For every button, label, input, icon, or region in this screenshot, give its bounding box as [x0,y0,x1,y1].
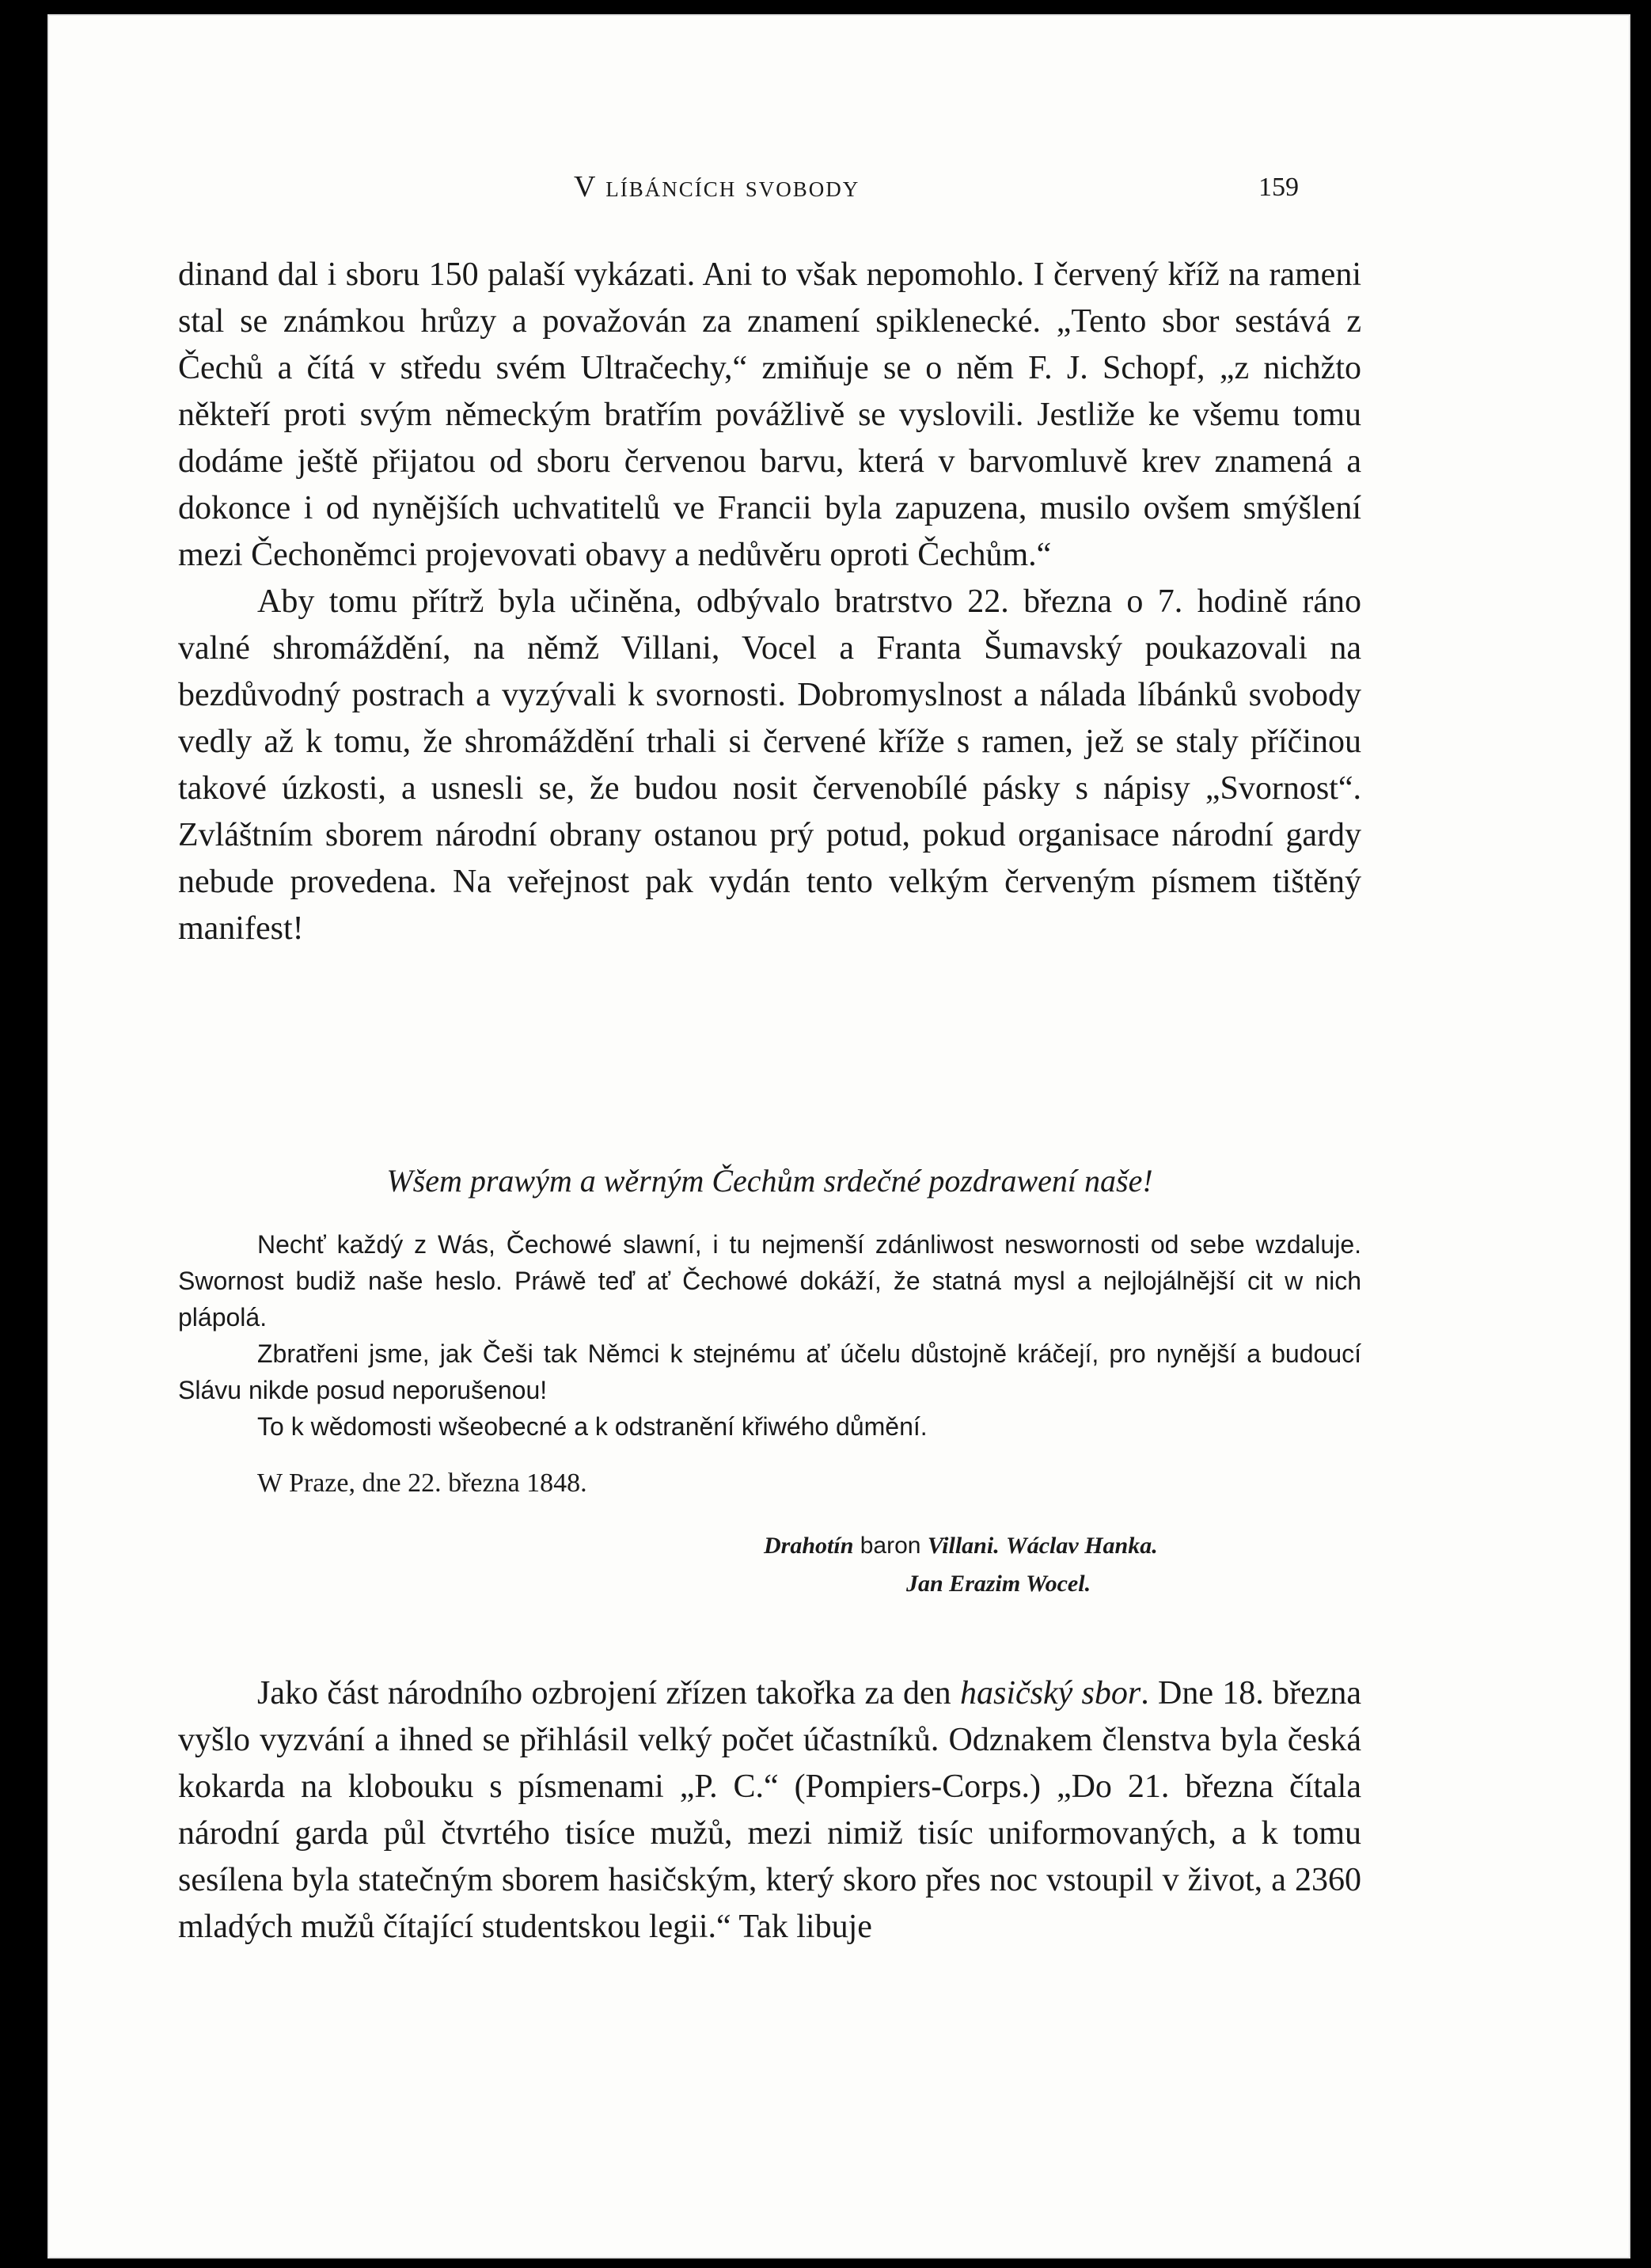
paragraph: Aby tomu přítrž byla učiněna, odbývalo bratrstvo 22. března o 7. hodině ráno valné shromáždění, na němž Villani, Vocel a Franta Šumavský poukazovali na bezdůvodný postrach a vyzývali k svornosti. Dobromyslnost a nálada líbánků svobody vedly až k tomu, že shromáždění trhali si červené kříže s ramen, jež se staly příčinou takové úzkosti, a usnesli se, že budou nosit červenobílé pásky s nápisy „Svornost“. Zvláštním sborem národní obrany ostanou prý potud, pokud organisace národní gardy nebude provedena. Na veřejnost pak vydán tento velkým červeným písmem tištěný manifest! [178,583,1361,947]
text-run: . Dne 18. března vyšlo vyzvání a ihned se přihlásil velký počet účastníků. Odznakem členstva byla česká kokarda na klobouku s písmenami „P. C.“ (Pompiers-Corps.) „Do 21. března čítala národní garda půl čtvrtého tisíce mužů, mezi nimiž tisíc uniformovaných, a k tomu sesílena byla statečným sborem hasičským, který skoro přes noc vstoupil v život, a 2360 mladých mužů čítající studentskou legii.“ Tak libuje [178,1675,1361,1945]
signatory-title: baron [860,1533,921,1559]
paragraph [178,1670,1361,1951]
signatory-name: Villani. [927,1533,1000,1559]
paragraph: dinand dal i sboru 150 palaší vykázati. Ani to však nepomohlo. I červený kříž na rameni stal se známkou hrůzy a považován za znamení spiklenecké. „Tento sbor sestává z Čechů a čítá v středu svém Ultračechy,“ zmiňuje se o něm F. J. Schopf, „z nichžto někteří proti svým německým bratřím povážlivě se vyslovili. Jestliže ke všemu tomu dodáme ještě přijatou od sboru červenou barvu, která v barvomluvě krev znamená a dokonce i od nynějších uchvatitelů ve Francii byla zapuzena, musilo ovšem smýšlení mezi Čechoněmci projevovati obavy a nedůvěru oproti Čechům.“ [178,256,1361,573]
manifesto-block [178,1162,1361,1603]
signature-line [178,1527,1361,1565]
manifesto-paragraph: To k wědomosti wšeobecné a k odstranění křiwého důmění. [257,1412,928,1441]
emphasis-text: hasičský sbor [959,1675,1141,1711]
manifesto-paragraph: Zbratřeni jsme, jak Češi tak Němci k stejnému ať účelu důstojně kráčejí, pro nynější a budoucí Slávu nikde posud neporušenou! [178,1339,1361,1404]
signature-line [178,1565,1361,1603]
main-text-continued [178,1670,1361,1951]
signatures [178,1527,1361,1603]
manifesto-body [178,1226,1361,1445]
manifesto-paragraph: Nechť každý z Wás, Čechowé slawní, i tu nejmenší zdánliwost neswornosti od sebe wzdaluje. Swornost budiž naše heslo. Práwě teď ať Čechowé dokáží, že statná mysl a nejlojálnější cit w nich plápolá. [178,1230,1361,1332]
signatory-name: Wáclav Hanka. [1006,1533,1158,1559]
page-number: 159 [1258,173,1299,202]
running-head: V líbáncích svobody [574,170,860,203]
book-page [47,14,1630,2259]
text-run: Jako část národního ozbrojení zřízen takořka za den [257,1675,951,1711]
page-header [47,169,1630,217]
manifesto-heading: Wšem prawým a wěrným Čechům srdečné pozdrawení naše! [386,1163,1153,1199]
signatory-name: Jan Erazim Wocel. [906,1571,1091,1597]
signatory-name: Drahotín [764,1533,854,1559]
manifesto-date: W Praze, dne 22. března 1848. [257,1468,587,1498]
main-text [178,252,1361,952]
